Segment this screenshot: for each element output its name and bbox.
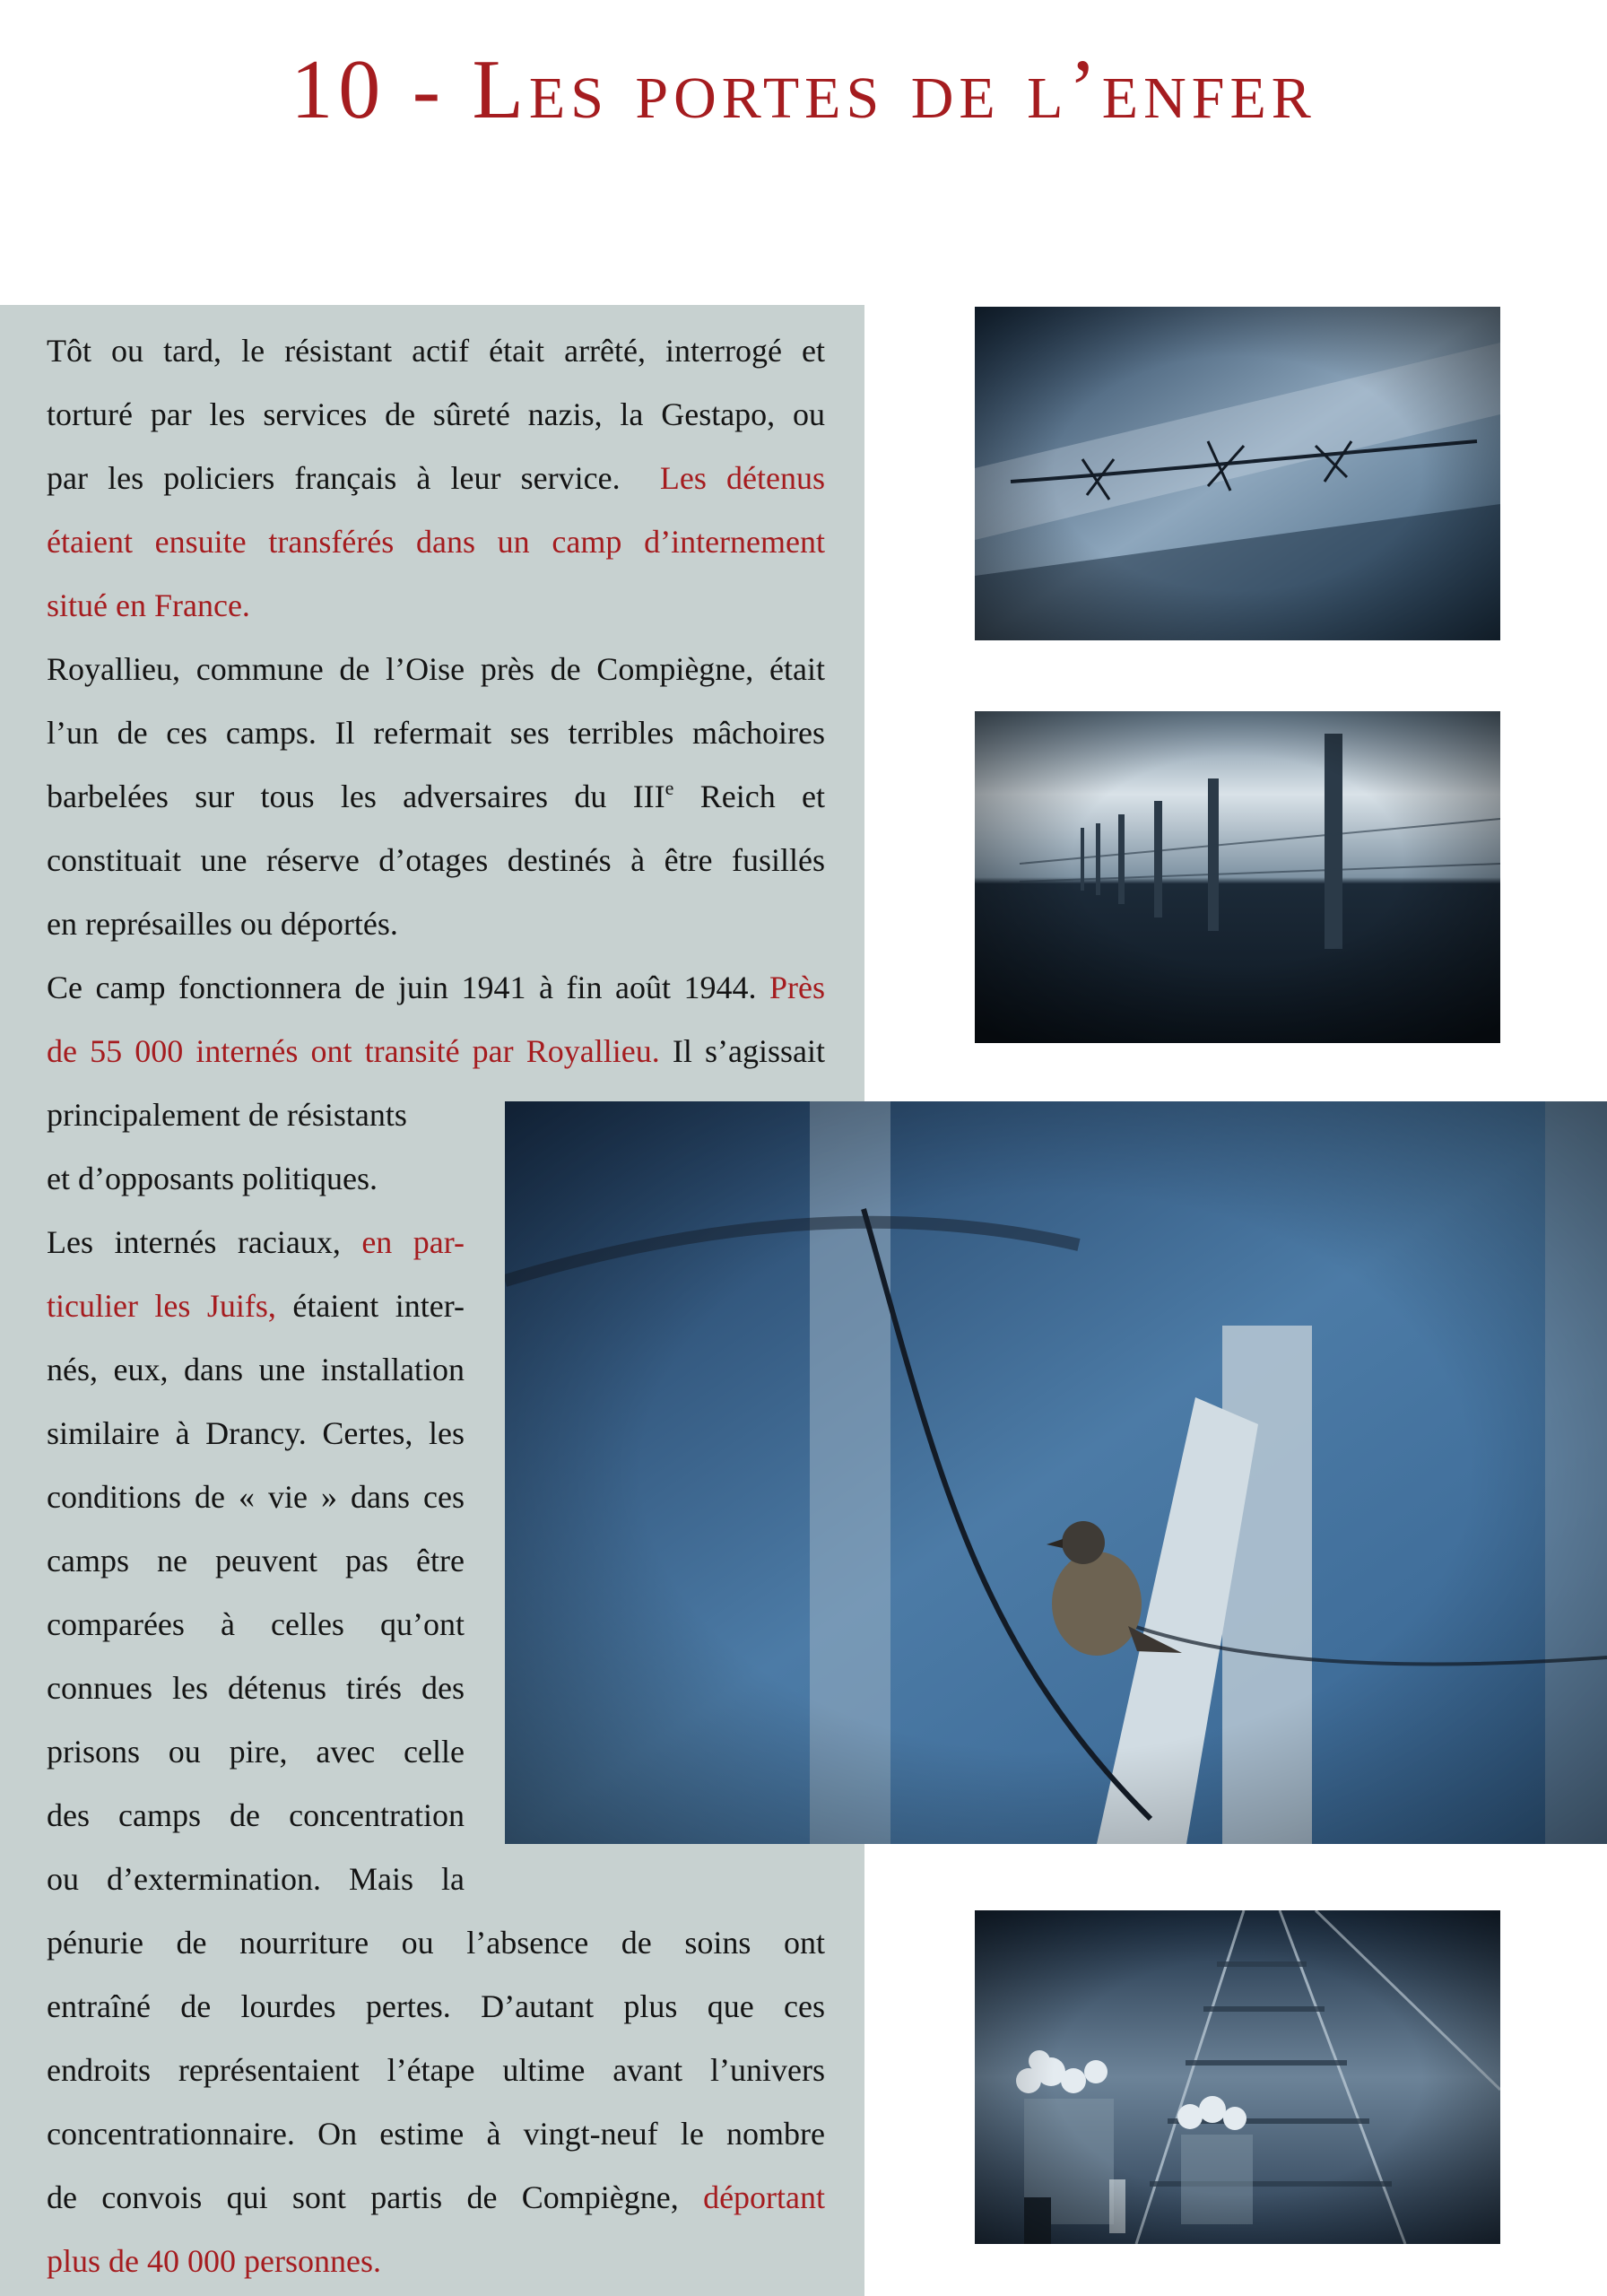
text-line: ou d’extermination. Mais la [47,1861,465,1897]
text-line: connues les détenus tirés des [47,1670,465,1706]
text-line: des camps de concentration [47,1797,465,1833]
text-line: similaire à Drancy. Certes, les [47,1415,465,1451]
highlight-text: Près [769,970,826,1005]
text-line: ticulier les Juifs, étaient inter- [47,1288,465,1324]
text-line: de convois qui sont partis de Compiègne, déportant [47,2179,826,2215]
railway-tracks-photo [975,1910,1500,2244]
text-line: camps ne peuvent pas être [47,1543,465,1578]
text-line: nés, eux, dans une installation [47,1352,465,1387]
text-line: comparées à celles qu’ont [47,1606,465,1642]
text-line-highlight: plus de 40 000 personnes. [47,2243,381,2279]
text-line: et d’opposants politiques. [47,1161,378,1196]
text-line: barbelées sur tous les adversaires du IIIe Reich et [47,777,825,814]
text-line: prisons ou pire, avec celle [47,1734,465,1770]
text-line: endroits représentaient l’étape ultime avant l’univers [47,2052,825,2088]
text-line: de 55 000 internés ont transité par Royallieu. Il s’agissait [47,1033,826,1069]
text-line: Ce camp fonctionnera de juin 1941 à fin août 1944. Près [47,970,826,1005]
highlight-text: Les détenus [659,460,825,496]
bird-on-wire-photo [505,1101,1607,1844]
text-line: Tôt ou tard, le résistant actif était arrêté, interrogé et [47,333,825,369]
text-line: l’un de ces camps. Il refermait ses terribles mâchoires [47,715,825,751]
text-line: conditions de « vie » dans ces [47,1479,465,1515]
text-line: pénurie de nourriture ou l’absence de soins ont [47,1925,825,1961]
text-line: constituait une réserve d’otages destinés à être fusillés [47,842,825,878]
text-line: concentrationnaire. On estime à vingt-neuf le nombre [47,2116,825,2152]
highlight-text: déportant [703,2179,826,2215]
text-line: entraîné de lourdes pertes. D’autant plus que ces [47,1988,825,2024]
text-line: Royallieu, commune de l’Oise près de Compiègne, était [47,651,825,687]
text-line: principalement de résistants [47,1097,407,1133]
highlight-text: de 55 000 internés ont transité par Royallieu. [47,1033,660,1069]
highlight-text: ticulier les Juifs, [47,1288,276,1324]
text-line: Les internés raciaux, en par- [47,1224,465,1260]
barbed-wire-photo [975,307,1500,640]
text-line-highlight: situé en France. [47,587,250,623]
text-line: torturé par les services de sûreté nazis, la Gestapo, ou [47,396,825,432]
fence-posts-photo [975,711,1500,1043]
highlight-text: en par- [361,1224,465,1260]
text-line: par les policiers français à leur service. Les détenus [47,460,825,496]
text-line-highlight: étaient ensuite transférés dans un camp d’internement [47,524,825,560]
text-line: en représailles ou déportés. [47,906,398,942]
page-title: 10 - Les portes de l’enfer [291,43,1316,136]
